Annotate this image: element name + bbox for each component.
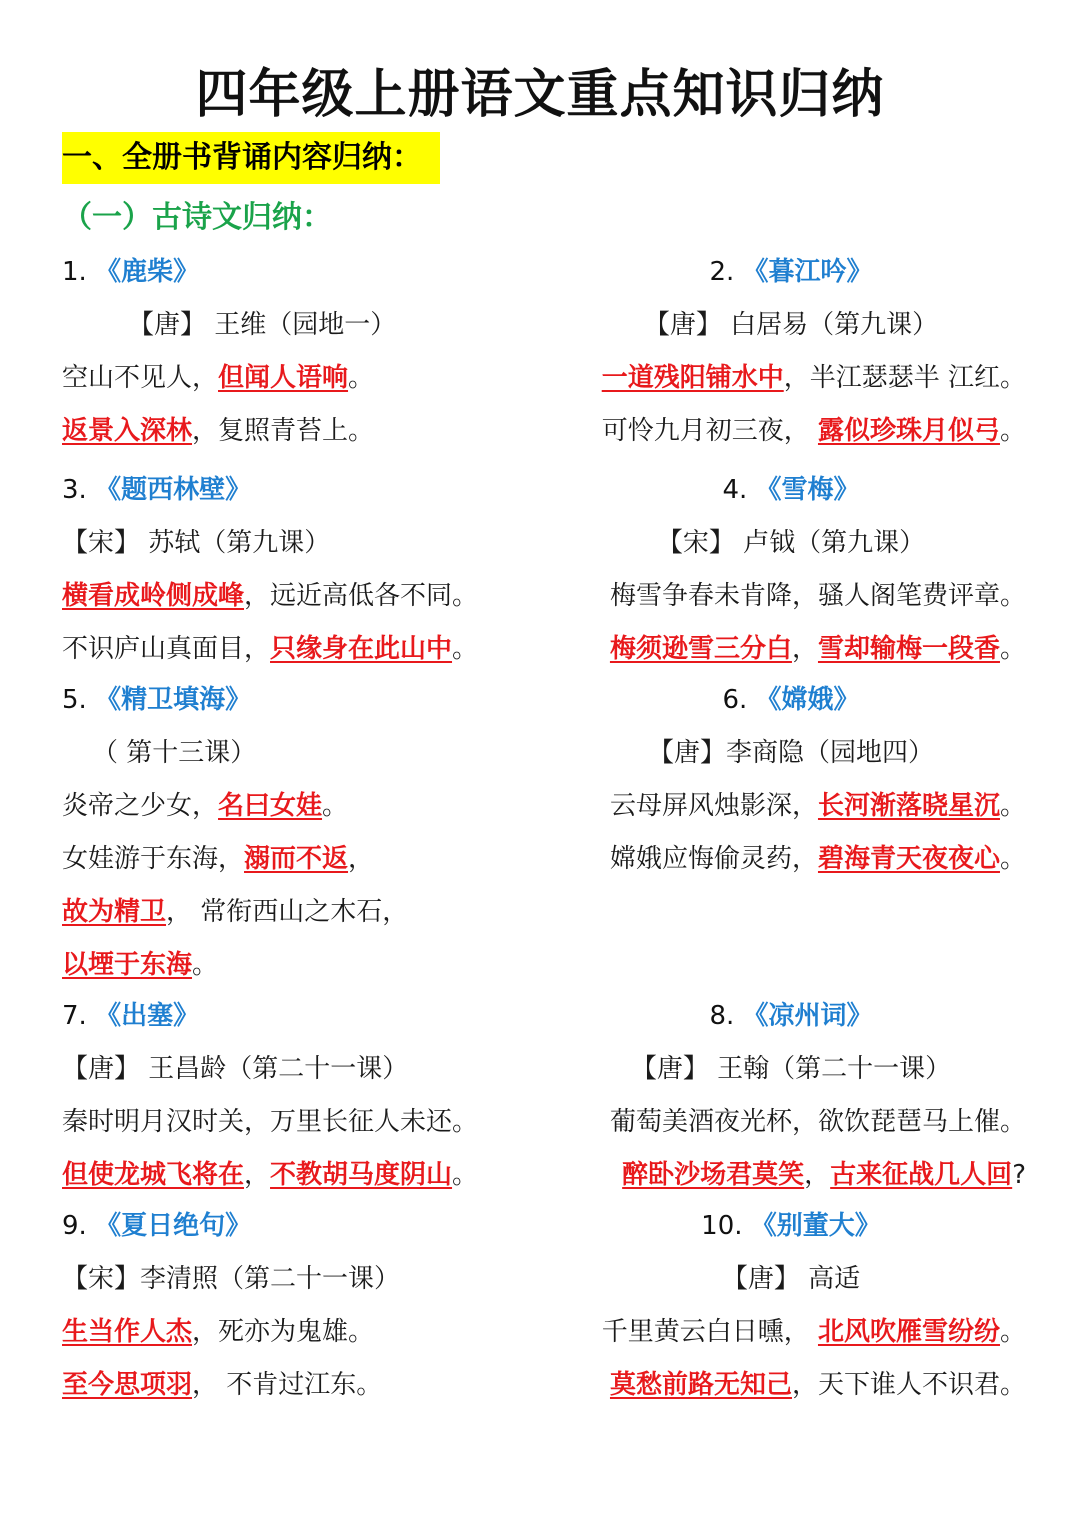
poem-line xyxy=(62,939,532,992)
poem-title-row xyxy=(556,1200,1026,1253)
poem-text: ， 常衔西山之木石， xyxy=(166,897,409,927)
poem-text: ，天下谁人不识君。 xyxy=(791,1370,1026,1400)
key-phrase: 古来征战几人回 xyxy=(830,1160,1013,1190)
key-phrase: 醉卧沙场君莫笑 xyxy=(622,1160,805,1190)
poem-line xyxy=(556,1306,1026,1359)
poem-title: 《精卫填海》 xyxy=(95,685,252,715)
poem-line xyxy=(62,833,532,886)
poem-number: 2. xyxy=(709,257,743,287)
poem-author: 【唐】 王维（园地一） xyxy=(128,310,397,340)
poem-number: 6. xyxy=(722,685,756,715)
key-phrase: 但闻人语响 xyxy=(218,363,349,393)
poem-line xyxy=(556,1359,1026,1412)
poem-line xyxy=(62,1096,532,1149)
poem-block xyxy=(556,990,1026,1202)
poem-text: ， xyxy=(244,1160,271,1190)
poem-text: ，死亦为鬼雄。 xyxy=(192,1317,375,1347)
poem-text: 。 xyxy=(192,950,219,980)
poem-title-row xyxy=(62,464,532,517)
poem-title-row xyxy=(556,674,1026,727)
poem-line xyxy=(62,623,532,676)
poem-text: 。 xyxy=(322,791,349,821)
poem-title-row xyxy=(556,990,1026,1043)
poem-line xyxy=(556,570,1026,623)
key-phrase: 雪却输梅一段香 xyxy=(817,634,1000,664)
poem-block xyxy=(62,674,532,992)
poem-text: 。 xyxy=(452,634,479,664)
poem-line xyxy=(556,352,1026,405)
poem-title-row xyxy=(62,1200,532,1253)
poem-block xyxy=(556,464,1026,676)
section-heading: 一、全册书背诵内容归纳： xyxy=(62,132,440,184)
poem-text: 云母屏风烛影深， xyxy=(609,791,818,821)
poem-text: 。 xyxy=(999,634,1026,664)
poem-text: 葡萄美酒夜光杯，欲饮琵琶马上催。 xyxy=(609,1107,1026,1137)
poem-block xyxy=(62,246,532,458)
subsection-heading: （一）古诗文归纳： xyxy=(62,200,332,235)
poem-line xyxy=(556,833,1026,886)
key-phrase: 至今思项羽 xyxy=(62,1370,193,1400)
poem-line xyxy=(556,1096,1026,1149)
poem-text: 。 xyxy=(999,1317,1026,1347)
poem-title-row xyxy=(62,246,532,299)
poem-text: ， xyxy=(348,844,375,874)
page-title: 四年级上册语文重点知识归纳 xyxy=(195,65,885,125)
poem-text: ， 不肯过江东。 xyxy=(192,1370,383,1400)
poem-text: 。 xyxy=(999,791,1026,821)
poem-line xyxy=(556,1149,1026,1202)
key-phrase: 横看成岭侧成峰 xyxy=(62,581,245,611)
key-phrase: 北风吹雁雪纷纷 xyxy=(817,1317,1000,1347)
poem-text: ，远近高低各不同。 xyxy=(244,581,479,611)
poem-line xyxy=(62,352,532,405)
poem-title-row xyxy=(556,464,1026,517)
key-phrase: 莫愁前路无知己 xyxy=(609,1370,792,1400)
poem-title: 《嫦娥》 xyxy=(755,685,860,715)
poem-title: 《凉州词》 xyxy=(742,1001,873,1031)
poem-title-row xyxy=(556,246,1026,299)
key-phrase: 名曰女娃 xyxy=(218,791,323,821)
poem-text: ， xyxy=(791,634,818,664)
poem-line xyxy=(556,405,1026,458)
poem-title: 《别董大》 xyxy=(750,1211,881,1241)
poem-number: 10. xyxy=(701,1211,751,1241)
poem-number: 1. xyxy=(62,257,96,287)
poem-number: 3. xyxy=(62,475,96,505)
poem-text: 炎帝之少女， xyxy=(62,791,219,821)
poem-number: 5. xyxy=(62,685,96,715)
poem-line xyxy=(62,405,532,458)
poem-line xyxy=(62,1359,532,1412)
poem-number: 7. xyxy=(62,1001,96,1031)
poem-text: 嫦娥应悔偷灵药， xyxy=(609,844,818,874)
poem-number: 8. xyxy=(709,1001,743,1031)
key-phrase: 一道残阳铺水中 xyxy=(601,363,784,393)
key-phrase: 不教胡马度阴山 xyxy=(270,1160,453,1190)
poem-author: 【唐】李商隐（园地四） xyxy=(647,738,934,768)
poem-text: ，半江瑟瑟半 江红。 xyxy=(783,363,1026,393)
key-phrase: 碧海青天夜夜心 xyxy=(817,844,1000,874)
poem-title: 《暮江吟》 xyxy=(742,257,873,287)
poem-block xyxy=(62,990,532,1202)
poem-title-row xyxy=(62,674,532,727)
poem-title: 《夏日绝句》 xyxy=(95,1211,252,1241)
key-phrase: 但使龙城飞将在 xyxy=(62,1160,245,1190)
key-phrase: 返景入深林 xyxy=(62,416,193,446)
poem-author: （ 第十三课） xyxy=(92,738,257,768)
poem-author: 【宋】 卢钺（第九课） xyxy=(656,528,926,558)
poem-title: 《雪梅》 xyxy=(755,475,860,505)
key-phrase: 生当作人杰 xyxy=(62,1317,193,1347)
poem-title: 《出塞》 xyxy=(95,1001,200,1031)
poem-number: 9. xyxy=(62,1211,96,1241)
poem-text: 。 xyxy=(452,1160,479,1190)
poem-author: 【唐】 白居易（第九课） xyxy=(643,310,939,340)
poem-text: 。 xyxy=(999,416,1026,446)
poem-text: 不识庐山真面目， xyxy=(62,634,271,664)
poem-title: 《鹿柴》 xyxy=(95,257,200,287)
key-phrase: 只缘身在此山中 xyxy=(270,634,453,664)
poem-text: 。 xyxy=(348,363,375,393)
poem-title-row xyxy=(62,990,532,1043)
poem-text: 梅雪争春未肯降，骚人阁笔费评章。 xyxy=(609,581,1026,611)
key-phrase: 故为精卫 xyxy=(62,897,167,927)
poem-block xyxy=(62,1200,532,1412)
poem-block xyxy=(556,1200,1026,1412)
key-phrase: 梅须逊雪三分白 xyxy=(609,634,792,664)
poem-line xyxy=(62,570,532,623)
poem-author: 【唐】 王翰（第二十一课） xyxy=(630,1054,952,1084)
poem-text: 可怜九月初三夜， xyxy=(601,416,818,446)
poem-line xyxy=(62,886,532,939)
poem-block xyxy=(556,246,1026,458)
poem-line xyxy=(62,1306,532,1359)
poem-text: ，复照青苔上。 xyxy=(192,416,375,446)
poem-text: 千里黄云白日曛， xyxy=(601,1317,818,1347)
poem-text: 。 xyxy=(999,844,1026,874)
poem-line xyxy=(62,780,532,833)
poem-text: 空山不见人， xyxy=(62,363,219,393)
poem-author: 【宋】李清照（第二十一课） xyxy=(62,1264,401,1294)
key-phrase: 溺而不返 xyxy=(244,844,349,874)
poem-line xyxy=(62,1149,532,1202)
poem-number: 4. xyxy=(722,475,756,505)
poem-block xyxy=(62,464,532,676)
poem-line xyxy=(556,623,1026,676)
key-phrase: 以堙于东海 xyxy=(62,950,193,980)
poem-author: 【唐】 高适 xyxy=(721,1264,861,1294)
poem-author: 【唐】 王昌龄（第二十一课） xyxy=(62,1054,409,1084)
poem-text: 秦时明月汉时关，万里长征人未还。 xyxy=(62,1107,479,1137)
poem-text: ? xyxy=(1012,1160,1026,1190)
key-phrase: 长河渐落晓星沉 xyxy=(817,791,1000,821)
poem-text: ， xyxy=(804,1160,831,1190)
poem-block xyxy=(556,674,1026,886)
poem-title: 《题西林壁》 xyxy=(95,475,252,505)
poem-text: 女娃游于东海， xyxy=(62,844,245,874)
poem-line xyxy=(556,780,1026,833)
key-phrase: 露似珍珠月似弓 xyxy=(817,416,1000,446)
poem-author: 【宋】 苏轼（第九课） xyxy=(62,528,331,558)
